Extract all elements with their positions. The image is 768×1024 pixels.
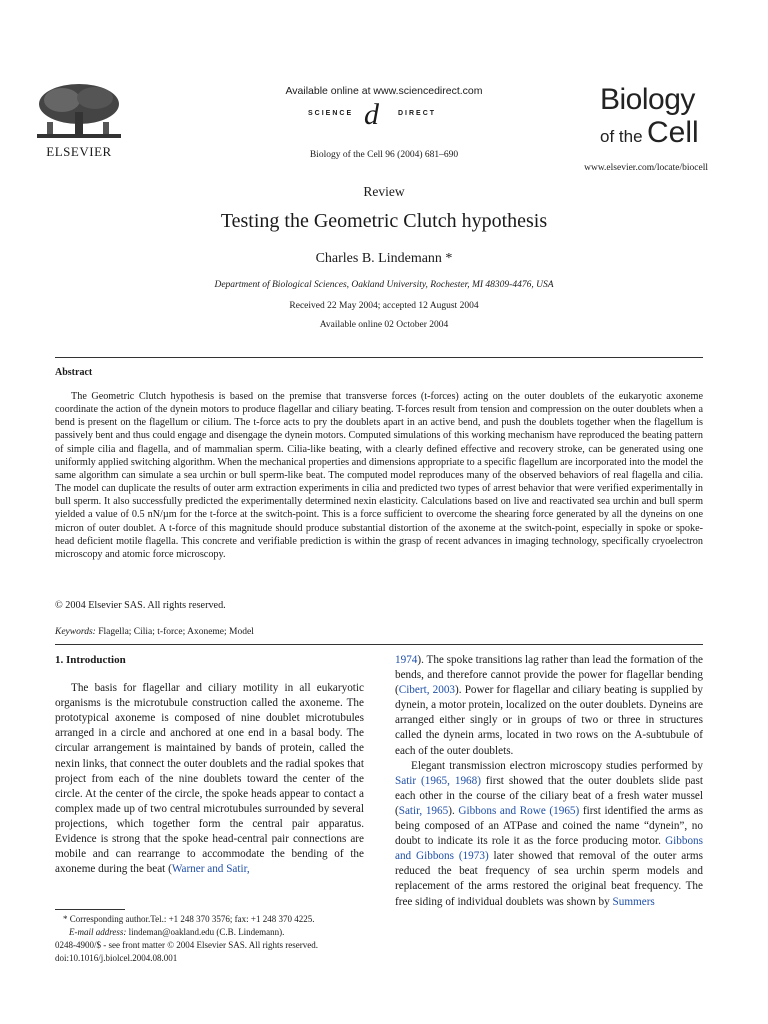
right-column bbox=[395, 653, 703, 910]
footnote-email bbox=[55, 926, 375, 939]
intro-p2-d: first identified the arms as being composed of an ATPase and coined the name “dynein”, no doubt to indicate its role it as the force producing motor. bbox=[395, 804, 703, 848]
intro-p1-cont-a: ). The spoke transitions lag rather than lead the formation of the bends, and therefore cannot provide the power for flagellar bending ( bbox=[395, 654, 703, 697]
intro-p2-b: first showed that the outer doublets slide past each other in the course of the ciliary beat of a fresh water mussel ( bbox=[395, 774, 703, 817]
footnote-contact: * Corresponding author.Tel.: +1 248 370 3576; fax: +1 248 370 4225. bbox=[63, 914, 315, 924]
intro-p2-a: Elegant transmission electron microscopy studies performed by bbox=[411, 759, 703, 772]
elsevier-tree-icon bbox=[27, 82, 131, 142]
keywords bbox=[55, 627, 254, 637]
keywords-label: Keywords: bbox=[55, 627, 96, 637]
intro-paragraph-1-cont bbox=[395, 653, 703, 759]
ref-gibbons-gibbons-link[interactable]: Gibbons and Gibbons (1973) bbox=[395, 835, 703, 863]
intro-p1-cont-b: ). Power for flagellar and ciliary beating is supplied by dynein, a motor protein, localized on the outer doublets. Dyneins are arranged either singly or in groups of two or three in structures called the dynein arms, located in two rows on the A-subtubule of each of the outer doublets. bbox=[395, 684, 704, 757]
journal-citation: Biology of the Cell 96 (2004) 681–690 bbox=[309, 150, 459, 160]
intro-p2-c: ). bbox=[448, 804, 459, 817]
intro-paragraph-2 bbox=[395, 759, 703, 910]
divider-top bbox=[55, 357, 703, 358]
ref-satir-1965-1968-link[interactable]: Satir (1965, 1968) bbox=[395, 774, 481, 787]
publisher-name: ELSEVIER bbox=[46, 144, 112, 159]
abstract-body: The Geometric Clutch hypothesis is based on the premise that transverse forces (t-forces) acting on the outer doublets of the eukaryotic axoneme coordinate the action of the dynein motors to produce flagellar and ciliary beating. T-forces result from tension and compression on the outer doublets when a bend is present on the flagellum or cilium. The t-force acts to pry the doublets apart in an active bend, and push the doublets together when the flagellum is passively bent and thus could engage and disengage the dynein motors. Computed simulations of this working mechanism have reproduced the beating pattern of simple cilia and flagella, and of mammalian sperm. Cilia-like beating, with a clearly defined effective and recovery stroke, can be generated using one uniformly applied switching algorithm. When the mechanical properties and dimensions appropriate to a specific flagellum are incorporated into the model the same algorithm can simulate a sea urchin or bull sperm-like beat. The computed model reproduces many of the observed behaviors of real flagella and cilia. The model can duplicate the results of outer arm extraction experiments in cilia and predicted two types of arrest behavior that were verified experimentally in bull sperm. It also successfully predicted the experimentally determined nexin elasticity. Calculations based on live and reactivated sea urchin and bull sperm yielded a value of 0.5 nN/µm for the t-force at the switch-point. This is a force sufficient to overcome the shearing force generated by all the dyneins on one micron of outer doublet. A t-force of this magnitude should produce substantial distortion of the axoneme at the switch-point, especially in spoke or spoke-head deficient motile flagella. This concrete and verifiable prediction is within the grasp of recent advances in imaging technology, specifically cryoelectron microscopy and atomic force microscopy. bbox=[55, 391, 703, 560]
ref-cibert-link[interactable]: Cibert, 2003 bbox=[398, 684, 456, 697]
journal-title-of: of the bbox=[600, 127, 643, 146]
front-matter-issn: 0248-4900/$ - see front matter © 2004 Elsevier SAS. All rights reserved. bbox=[55, 940, 319, 950]
journal-url-link[interactable]: www.elsevier.com/locate/biocell bbox=[584, 163, 708, 173]
front-matter bbox=[55, 939, 375, 964]
elsevier-logo bbox=[26, 82, 132, 162]
sd-science-word: SCIENCE bbox=[308, 110, 354, 117]
abstract-heading: Abstract bbox=[55, 367, 93, 378]
article-type: Review bbox=[363, 184, 405, 199]
email-label: E-mail address: bbox=[69, 926, 127, 937]
intro-paragraph-1 bbox=[55, 681, 364, 877]
ref-1974-link[interactable]: 1974 bbox=[395, 654, 418, 666]
intro-p1-text: The basis for flagellar and ciliary motility in all eukaryotic organisms is the microtubule construction called the axoneme. The prototypical axoneme is composed of nine doublet microtubules arranged in a circle and anchored at one end in a basal body. The circular arrangement is maintained by bands of protein, called the nexin links, that connect the outer doublets and the radial spokes that project from each of the nine doublets toward the center of the circle. At the center of the circle, the spoke heads appear to contact a complex made up of two central microtubules surrounded by several projections, which together form the central pair apparatus. Evidence is strong that the spoke head-central pair connections are mobile and can rearrange to accommodate the bending of the axoneme during the beat ( bbox=[55, 682, 364, 876]
abstract-copyright: © 2004 Elsevier SAS. All rights reserved. bbox=[55, 600, 226, 611]
footnote-divider bbox=[55, 909, 125, 910]
received-dates: Received 22 May 2004; accepted 12 August 2004 bbox=[289, 301, 479, 311]
available-online-date: Available online 02 October 2004 bbox=[319, 320, 449, 330]
journal-title bbox=[600, 85, 710, 153]
article-title: Testing the Geometric Clutch hypothesis bbox=[220, 210, 548, 232]
left-column bbox=[55, 653, 364, 877]
keywords-values: Flagella; Cilia; t-force; Axoneme; Model bbox=[98, 627, 254, 637]
ref-satir-1965-link[interactable]: Satir, 1965 bbox=[398, 804, 449, 817]
journal-title-cell: Cell bbox=[647, 116, 699, 149]
doi[interactable]: doi:10.1016/j.biolcel.2004.08.001 bbox=[55, 952, 178, 963]
sd-direct-word: DIRECT bbox=[398, 110, 437, 117]
sd-at-glyph: d bbox=[364, 98, 379, 131]
ref-warner-satir-link[interactable]: Warner and Satir, bbox=[171, 863, 250, 876]
intro-p2-e: later showed that removal of the outer arms reduced the beat frequency of sea urchin sperm models and replacement of the arms restored the original beat frequency. The free siding of individual doublets was shown by bbox=[395, 850, 703, 908]
sciencedirect-logo bbox=[300, 100, 480, 130]
journal-title-line2 bbox=[600, 118, 710, 153]
divider-bottom bbox=[55, 644, 703, 645]
email-address[interactable]: lindeman@oakland.edu (C.B. Lindemann). bbox=[126, 926, 285, 937]
author-affiliation: Department of Biological Sciences, Oakland University, Rochester, MI 48309-4476, USA bbox=[214, 280, 554, 290]
author-name[interactable]: Charles B. Lindemann * bbox=[315, 251, 453, 266]
available-online-line: Available online at www.sciencedirect.com bbox=[285, 85, 483, 97]
ref-gibbons-rowe-link[interactable]: Gibbons and Rowe (1965) bbox=[458, 804, 580, 817]
journal-title-biology: Biology bbox=[600, 83, 695, 116]
section-heading-introduction: 1. Introduction bbox=[55, 654, 126, 666]
ref-summers-link[interactable]: Summers bbox=[612, 895, 655, 908]
corresponding-author-footnote bbox=[55, 913, 375, 938]
